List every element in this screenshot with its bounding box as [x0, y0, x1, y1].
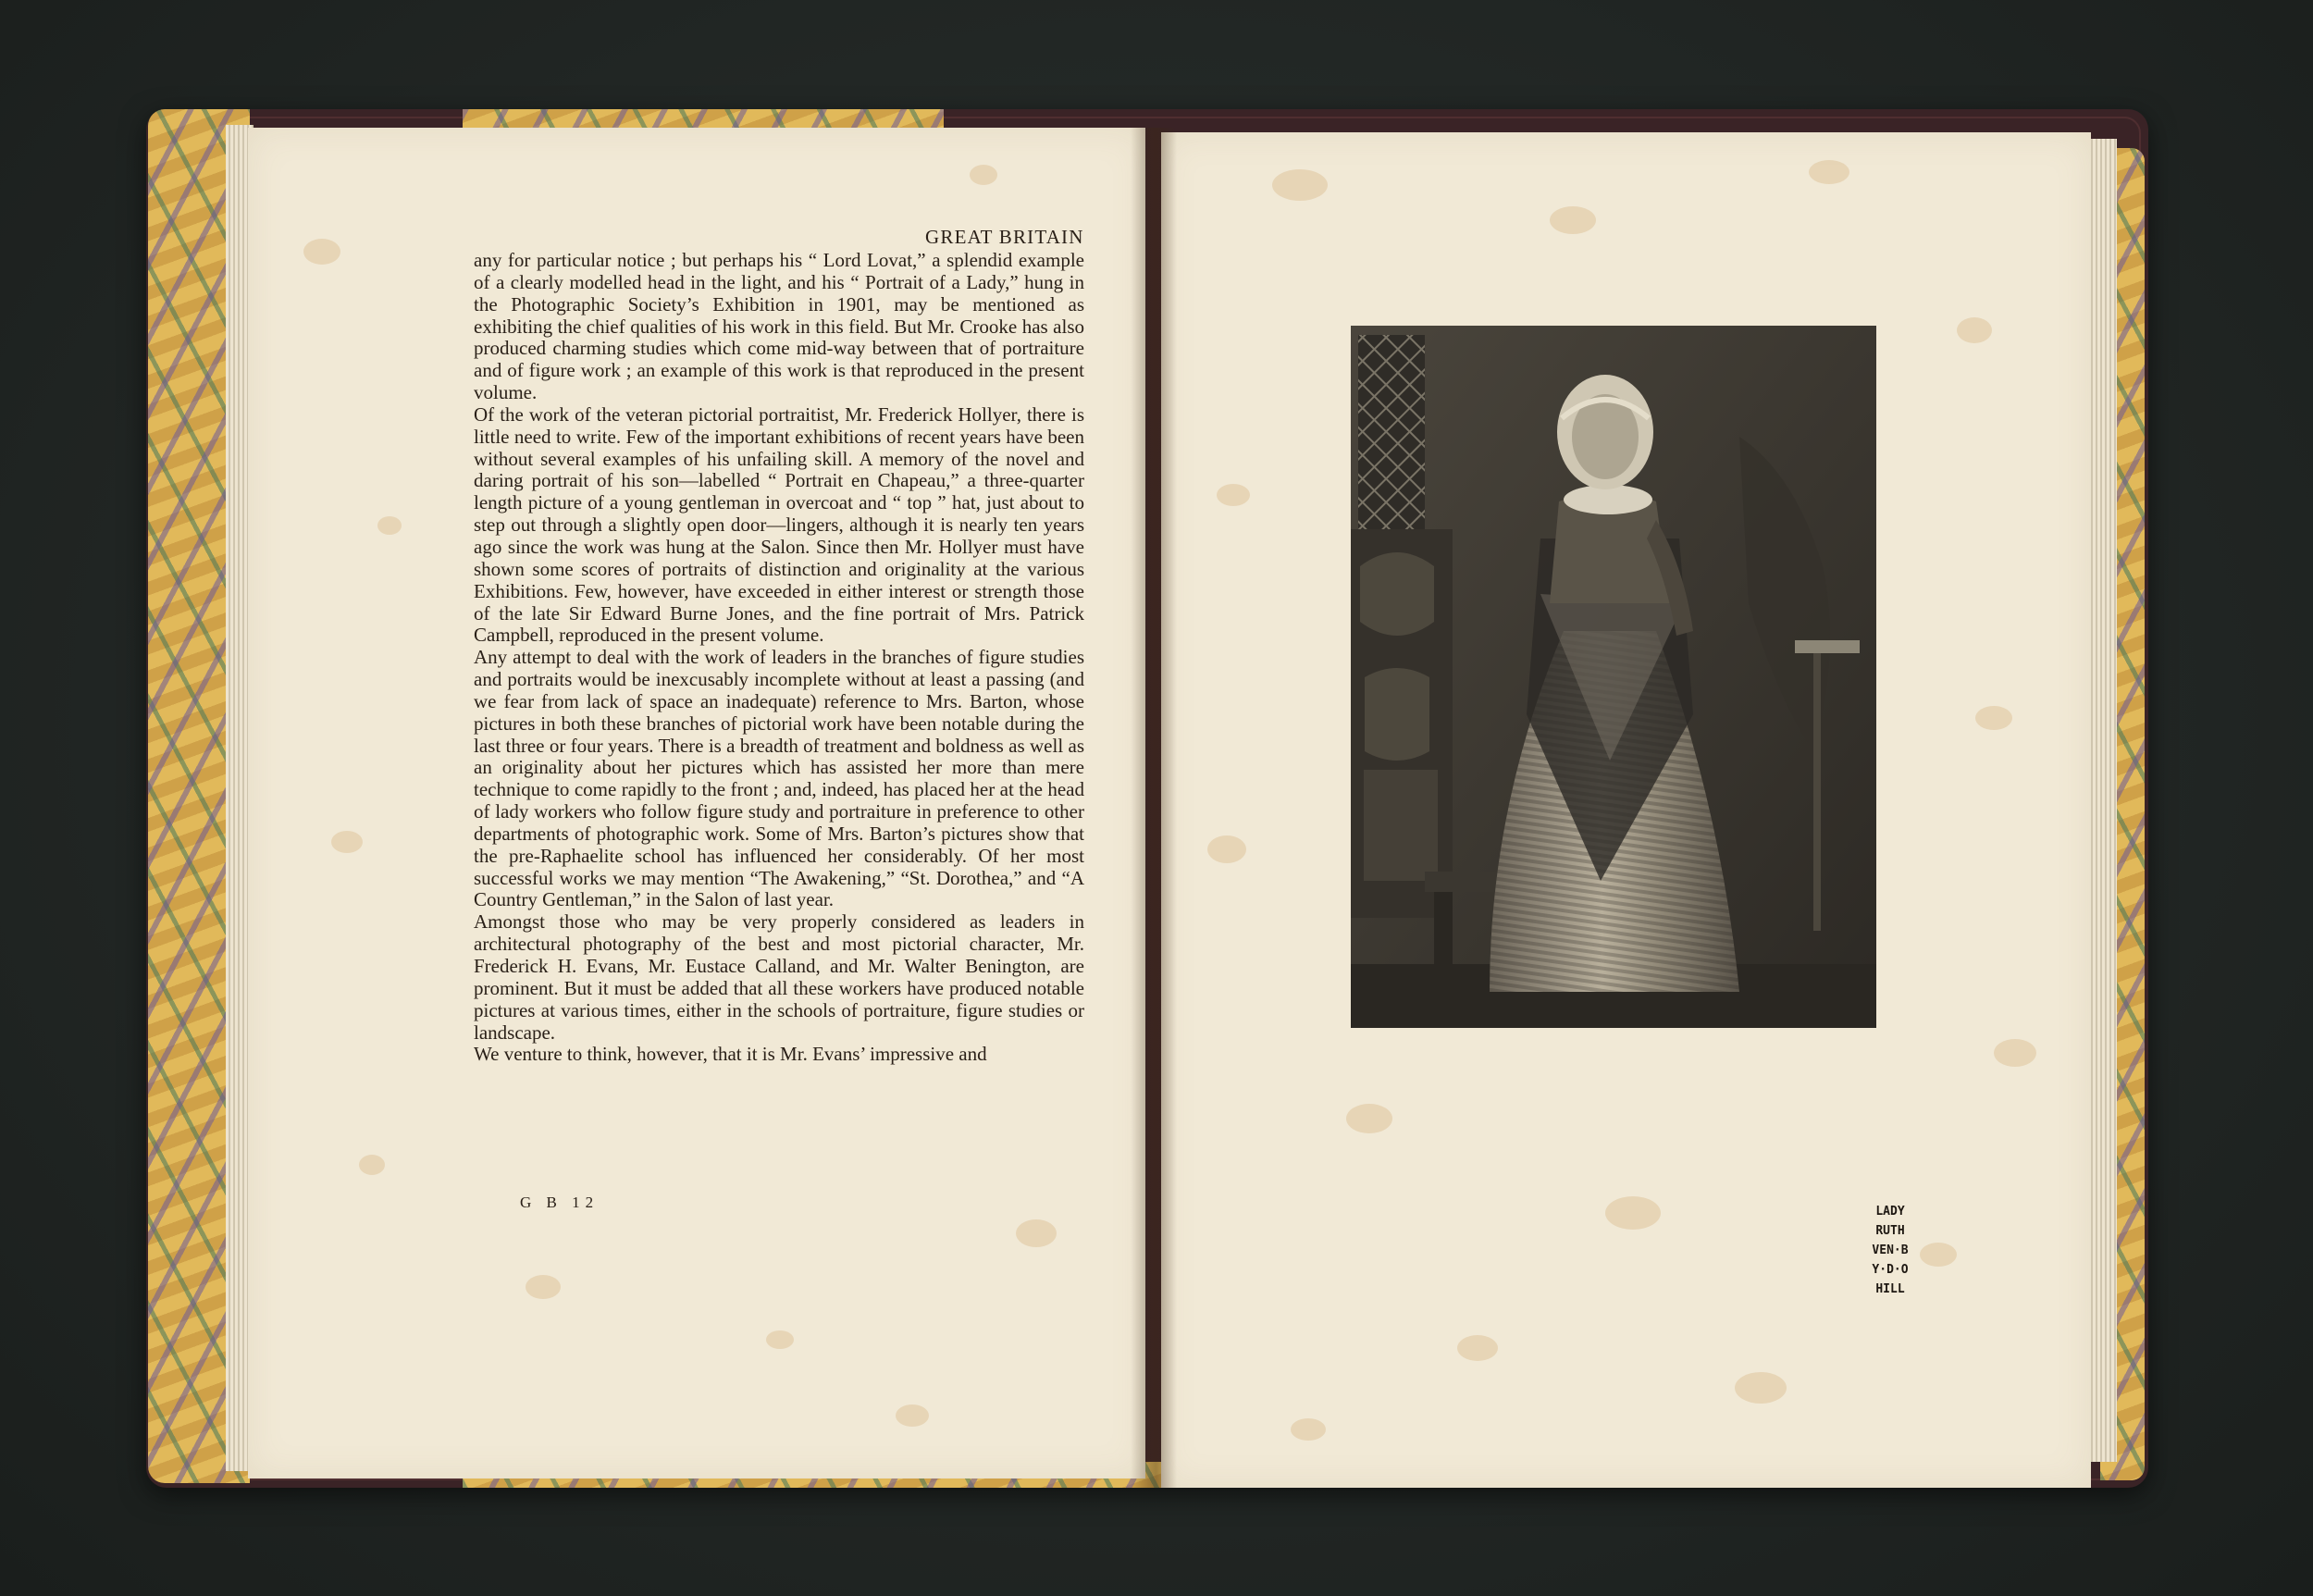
plate-photograph: [1351, 326, 1876, 1028]
book-gutter: [1131, 128, 1177, 1488]
body-text: [474, 250, 1084, 1066]
plate-credit: [1862, 1202, 1919, 1299]
credit-line: Y·D·O: [1872, 1263, 1909, 1277]
paragraph: any for particular notice ; but perhaps his “ Lord Lovat,” a splendid example of a clearly modelled head in the light, and his “ Portrait of a Lady,” hung in the Photographic Society’s Exhibition in 1901, may be mentioned as exhibiting the chief qualities of his work in this field. But Mr. Crooke has also produced charming studies which come mid-way between that of portraiture and of figure work ; an example of this work is that reproduced in the present volume.: [474, 249, 1084, 404]
paragraph: Any attempt to deal with the work of leaders in the branches of figure studies and portraits would be inexcusably incomplete without at least a passing (and we fear from lack of space an inadequate) reference to Mrs. Barton, whose pictures in both these branches of pictorial work have been notable during the last three or four years. There is a breadth of treatment and boldness as well as an originality about her pictures which has assisted her more than mere technique to come rapidly to the front ; and, indeed, has placed her at the head of lady workers who follow figure study and portraiture in preference to other departments of photographic work. Some of Mrs. Barton’s pictures show that the pre-Raphaelite school has influenced her considerably. Of her most successful works we may mention “The Awakening,” “St. Dorothea,” and “A Country Gentleman,” in the Salon of last year.: [474, 646, 1084, 911]
credit-line: RUTH: [1875, 1224, 1905, 1238]
paragraph: We venture to think, however, that it is Mr. Evans’ impressive and: [474, 1043, 987, 1066]
page-edges-right: [2091, 139, 2117, 1462]
paragraph: Amongst those who may be very properly considered as leaders in architectural photography of the best and most pictorial character, Mr. Frederick H. Evans, Mr. Eustace Calland, and Mr. Walter Benington, are prominent. But it must be added that all these workers have produced notable pictures at various times, either in the schools of portraiture, figure studies or landscape.: [474, 910, 1084, 1044]
credit-line: LADY: [1875, 1205, 1905, 1219]
credit-line: HILL: [1875, 1282, 1905, 1296]
credit-line: VEN·B: [1872, 1243, 1909, 1257]
paragraph: Of the work of the veteran pictorial portraitist, Mr. Frederick Hollyer, there is little need to write. Few of the important exhibitions of recent years have been without several examples of his unfailing skill. A memory of the novel and daring portrait of his son—labelled “ Portrait en Chapeau,” a three-quarter length picture of a young gentleman in overcoat and “ top ” hat, just about to step out through a slightly open door—lingers, although it is nearly ten years ago since the work was hung at the Salon. Since then Mr. Hollyer must have shown some scores of portraits of distinction and originality at the various Exhibitions. Few, however, have exceeded in either interest or strength those of the late Sir Edward Burne Jones, and the fine portrait of Mrs. Patrick Campbell, reproduced in the present volume.: [474, 402, 1084, 647]
signature-mark: G B 12: [520, 1194, 600, 1211]
running-head: GREAT BRITAIN: [925, 226, 1084, 248]
